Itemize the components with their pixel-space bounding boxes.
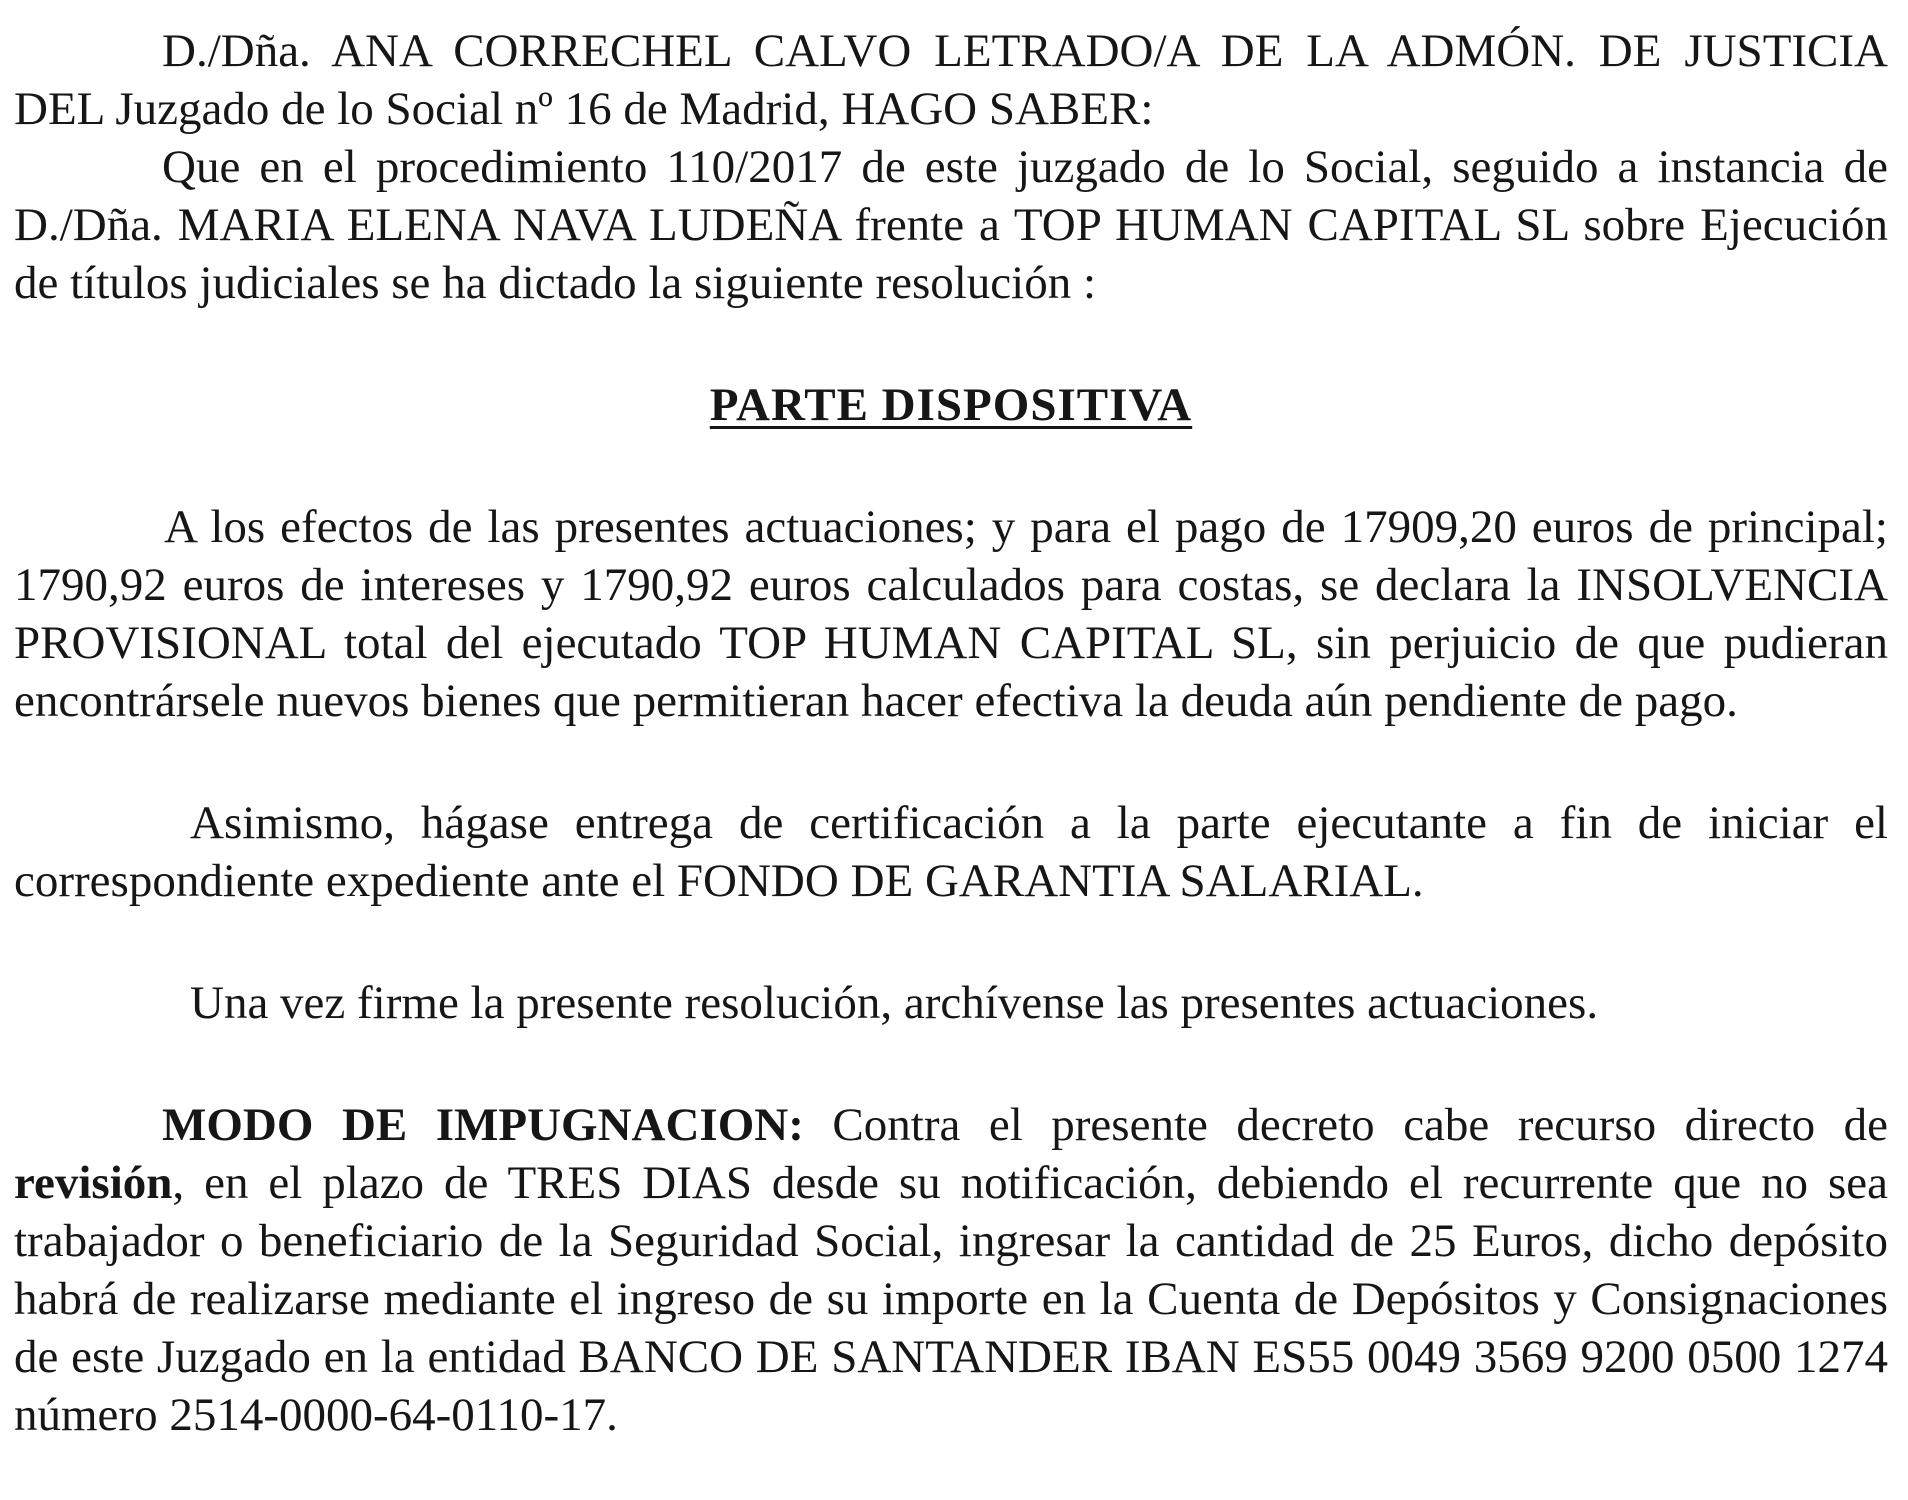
impugnation-text-2: , en el plazo de TRES DIAS desde su notificación, debiendo el recurrente que no sea trabajador o beneficiario de la Seguridad Social, ingresar la cantidad de 25 Euros, dicho depósito habrá de realizarse mediante el ingreso de su importe en la Cuenta de Depósitos y Consignaciones de este Juzgado en la entidad BANCO DE SANTANDER IBAN ES55 0049 3569 9200 0500 1274 número 2514-0000-64-0110-17.	[14, 1157, 1888, 1441]
impugnation-label: MODO DE IMPUGNACION:	[162, 1099, 804, 1151]
insolvency-paragraph: A los efectos de las presentes actuaciones; y para el pago de 17909,20 euros de principal; 1790,92 euros de intereses y 1790,92 euros calculados para costas, se declara la INSOLVENCIA PROVISIONAL total del ejecutado TOP HUMAN CAPITAL SL, sin perjuicio de que pudieran encontrársele nuevos bienes que permitieran hacer efectiva la deuda aún pendiente de pago.	[14, 501, 1888, 727]
impugnation-bold-word: revisión	[14, 1157, 173, 1209]
impugnation-paragraph	[14, 1096, 1888, 1444]
impugnation-text-1: Contra el presente decreto cabe recurso directo de	[803, 1099, 1889, 1151]
intro-paragraph: Que en el procedimiento 110/2017 de este juzgado de lo Social, seguido a instancia de D./Dña. MARIA ELENA NAVA LUDEÑA frente a TOP HUMAN CAPITAL SL sobre Ejecución de títulos judiciales se ha dictado la siguiente resolución :	[14, 141, 1888, 309]
document-page	[14, 22, 1888, 1444]
section-heading: PARTE DISPOSITIVA	[709, 379, 1193, 431]
header-paragraph: D./Dña. ANA CORRECHEL CALVO LETRADO/A DE LA ADMÓN. DE JUSTICIA DEL Juzgado de lo Social nº 16 de Madrid, HAGO SABER:	[14, 25, 1888, 135]
certification-paragraph: Asimismo, hágase entrega de certificación a la parte ejecutante a fin de iniciar el correspondiente expediente ante el FONDO DE GARANTIA SALARIAL.	[14, 797, 1888, 907]
archive-paragraph: Una vez firme la presente resolución, archívense las presentes actuaciones.	[190, 977, 1599, 1029]
